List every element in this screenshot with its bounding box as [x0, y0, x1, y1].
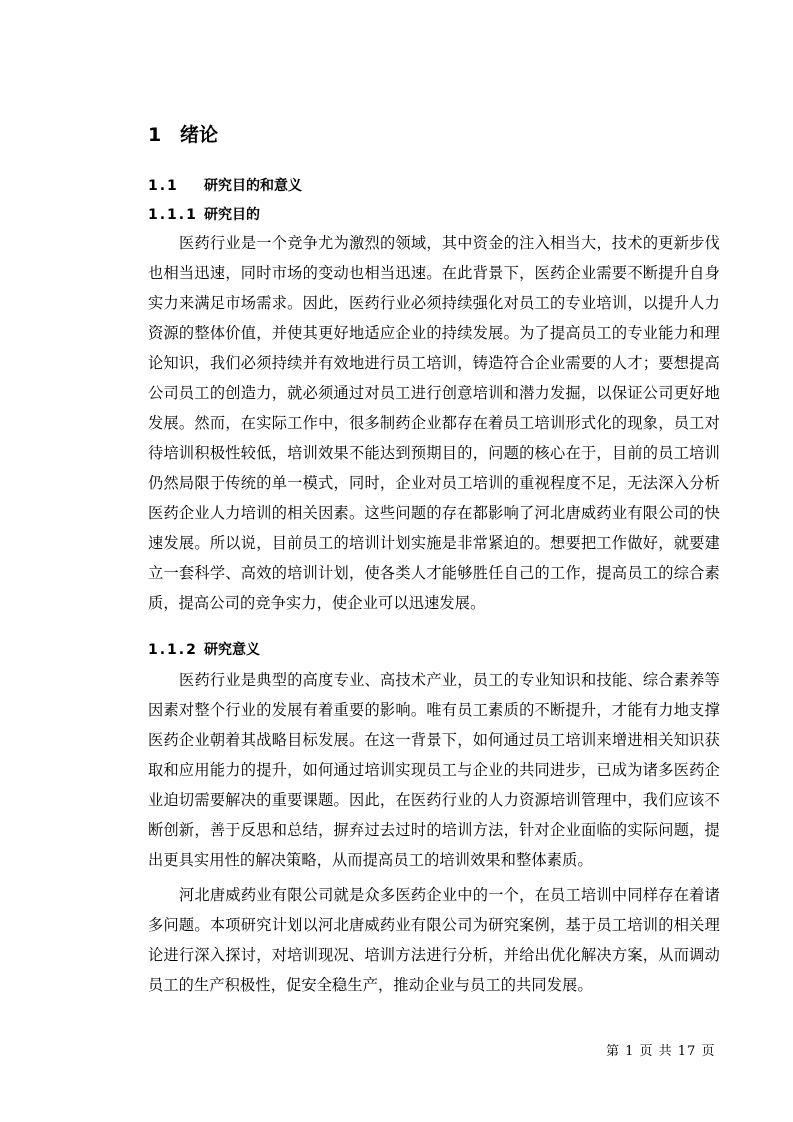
paragraph-research-significance: 医药行业是典型的高度专业、高技术产业，员工的专业知识和技能、综合素养等因素对整个行业的发展有着重要的影响。唯有员工素质的不断提升，才能有力地支撑医药企业朝着其战略目标发展。在这一背景下，如何通过员工培训来增进相关知识获取和应用能力的提升，如何通过培训实现员工与企业的共同进步，已成为诸多医药企业迫切需要解决的重要课题。因此，在医药行业的人力资源培训管理中，我们应该不断创新，善于反思和总结，摒弃过去过时的培训方法，针对企业面临的实际问题，提出更具实用性的解决策略，从而提高员工的培训效果和整体素质。 [148, 671, 720, 869]
chapter-title: 绪论 [180, 124, 219, 146]
paragraph-research-purpose: 医药行业是一个竞争尤为激烈的领域，其中资金的注入相当大，技术的更新步伐也相当迅速，同时市场的变动也相当迅速。在此背景下，医药企业需要不断提升自身实力来满足市场需求。因此，医药行业必须持续强化对员工的专业培训，以提升人力资源的整体价值，并使其更好地适应企业的持续发展。为了提高员工的专业能力和理论知识，我们必须持续并有效地进行员工培训，铸造符合企业需要的人才；要想提高公司员工的创造力，就必须通过对员工进行创意培训和潜力发掘，以保证公司更好地发展。然而，在实际工作中，很多制药企业都存在着员工培训形式化的现象，员工对待培训积极性较低，培训效果不能达到预期目的，问题的核心在于，目前的员工培训仍然局限于传统的单一模式，同时，企业对员工培训的重视程度不足，无法深入分析医药企业人力培训的相关因素。这些问题的存在都影响了河北唐威药业有限公司的快速发展。所以说，目前员工的培训计划实施是非常紧迫的。想要把工作做好，就要建立一套科学、高效的培训计划，使各类人才能够胜任自己的工作，提高员工的综合素质，提高公司的竞争实力，使企业可以迅速发展。 [148, 234, 720, 612]
subsection-title: 研究目的 [204, 207, 260, 223]
paragraph-case-company: 河北唐威药业有限公司就是众多医药企业中的一个，在员工培训中同样存在着诸多问题。本项研究计划以河北唐威药业有限公司为研究案例，基于员工培训的相关理论进行深入探讨，对培训现况、培训方法进行分析，并给出优化解决方案，从而调动员工的生产积极性，促安全稳生产，推动企业与员工的共同发展。 [148, 886, 720, 994]
page-footer: 第 1 页 共 17 页 [606, 1044, 716, 1059]
subsection-heading-1-1-1 [148, 204, 260, 224]
subsection-number: 1.1.1 [148, 207, 198, 223]
subsection-heading-1-1-2 [148, 639, 260, 659]
subsection-number: 1.1.2 [148, 642, 198, 658]
chapter-number: 1 [148, 124, 162, 146]
section-heading-1-1 [148, 175, 302, 195]
subsection-title: 研究意义 [204, 642, 260, 658]
section-number: 1.1 [148, 178, 179, 194]
chapter-heading [148, 120, 218, 147]
section-title: 研究目的和意义 [204, 178, 302, 194]
